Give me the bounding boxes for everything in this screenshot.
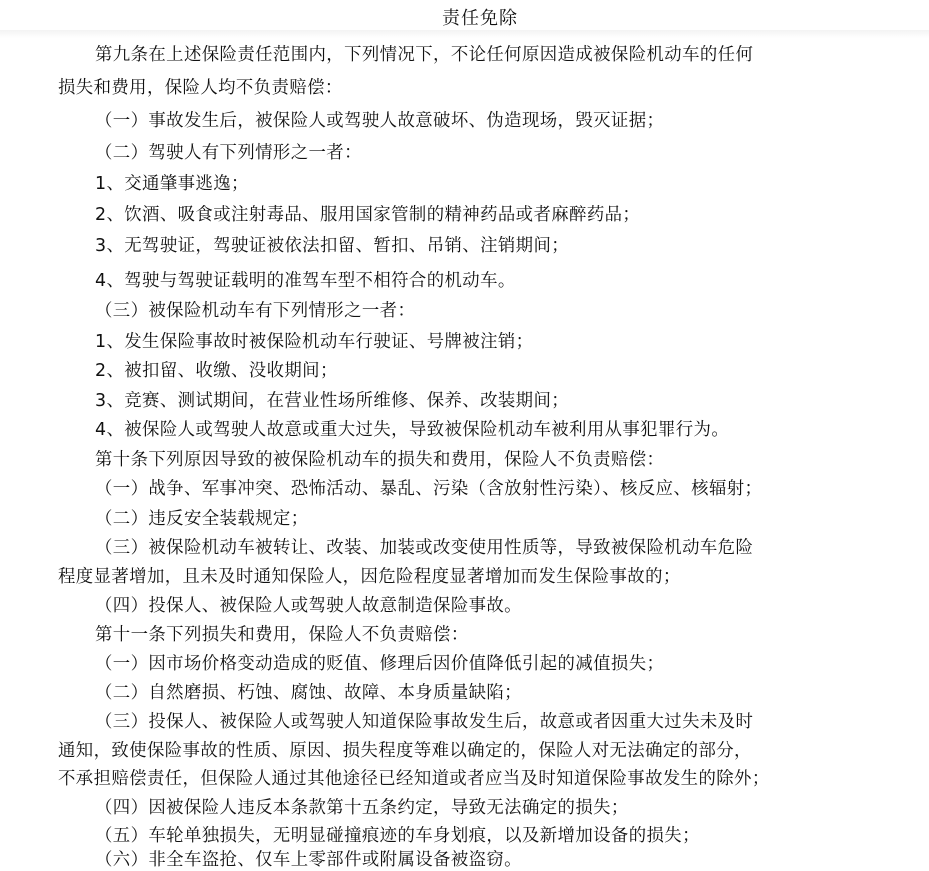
clause-item: （三）被保险机动车有下列情形之一者： bbox=[95, 301, 416, 321]
clause-item: （三）被保险机动车被转让、改装、加装或改变使用性质等，导致被保险机动车危险 bbox=[95, 538, 754, 558]
scan-shadow bbox=[0, 30, 929, 38]
clause-item-continuation: 不承担赔偿责任，但保险人通过其他途径已经知道或者应当及时知道保险事故发生的除外； bbox=[58, 769, 770, 789]
clause-item: （二）违反安全装载规定； bbox=[95, 509, 309, 529]
document-title: 责任免除 bbox=[442, 8, 518, 29]
clause-subitem: 3、无驾驶证，驾驶证被依法扣留、暂扣、吊销、注销期间； bbox=[95, 236, 570, 256]
clause-item: （二）自然磨损、朽蚀、腐蚀、故障、本身质量缺陷； bbox=[95, 683, 522, 703]
clause-item: （一）事故发生后，被保险人或驾驶人故意破坏、伪造现场，毁灭证据； bbox=[95, 111, 665, 131]
clause-item: （四）投保人、被保险人或驾驶人故意制造保险事故。 bbox=[95, 596, 522, 616]
clause-item-continuation: 通知，致使保险事故的性质、原因、损失程度等难以确定的，保险人对无法确定的部分， bbox=[58, 741, 752, 761]
article-10-heading: 第十条下列原因导致的被保险机动车的损失和费用，保险人不负责赔偿： bbox=[95, 450, 665, 470]
clause-subitem: 3、竞赛、测试期间，在营业性场所维修、保养、改装期间； bbox=[95, 391, 570, 411]
clause-item: （五）车轮单独损失，无明显碰撞痕迹的车身划痕，以及新增加设备的损失； bbox=[95, 826, 700, 846]
clause-item-continuation: 程度显著增加，且未及时通知保险人，因危险程度显著增加而发生保险事故的； bbox=[58, 567, 681, 587]
clause-subitem: 4、驾驶与驾驶证载明的准驾车型不相符合的机动车。 bbox=[95, 271, 516, 291]
clause-subitem: 2、饮酒、吸食或注射毒品、服用国家管制的精神药品或者麻醉药品； bbox=[95, 205, 641, 225]
clause-item: （三）投保人、被保险人或驾驶人知道保险事故发生后，故意或者因重大过失未及时 bbox=[95, 712, 754, 732]
clause-item: （四）因被保险人违反本条款第十五条约定，导致无法确定的损失； bbox=[95, 798, 629, 818]
clause-item: （一）因市场价格变动造成的贬值、修理后因价值降低引起的减值损失； bbox=[95, 654, 665, 674]
clause-subitem: 2、被扣留、收缴、没收期间； bbox=[95, 361, 338, 381]
article-9-line-2: 损失和费用，保险人均不负责赔偿： bbox=[58, 78, 343, 98]
clause-item: （二）驾驶人有下列情形之一者： bbox=[95, 143, 362, 163]
clause-item: （六）非全车盗抢、仅车上零部件或附属设备被盗窃。 bbox=[95, 850, 522, 870]
clause-item: （一）战争、军事冲突、恐怖活动、暴乱、污染（含放射性污染）、核反应、核辐射； bbox=[95, 479, 763, 499]
article-11-heading: 第十一条下列损失和费用，保险人不负责赔偿： bbox=[95, 625, 469, 645]
clause-subitem: 1、发生保险事故时被保险机动车行驶证、号牌被注销； bbox=[95, 332, 534, 352]
clause-subitem: 1、交通肇事逃逸； bbox=[95, 174, 249, 194]
clause-subitem: 4、被保险人或驾驶人故意或重大过失，导致被保险机动车被利用从事犯罪行为。 bbox=[95, 420, 730, 440]
article-9-line-1: 第九条在上述保险责任范围内，下列情况下，不论任何原因造成被保险机动车的任何 bbox=[95, 45, 754, 65]
